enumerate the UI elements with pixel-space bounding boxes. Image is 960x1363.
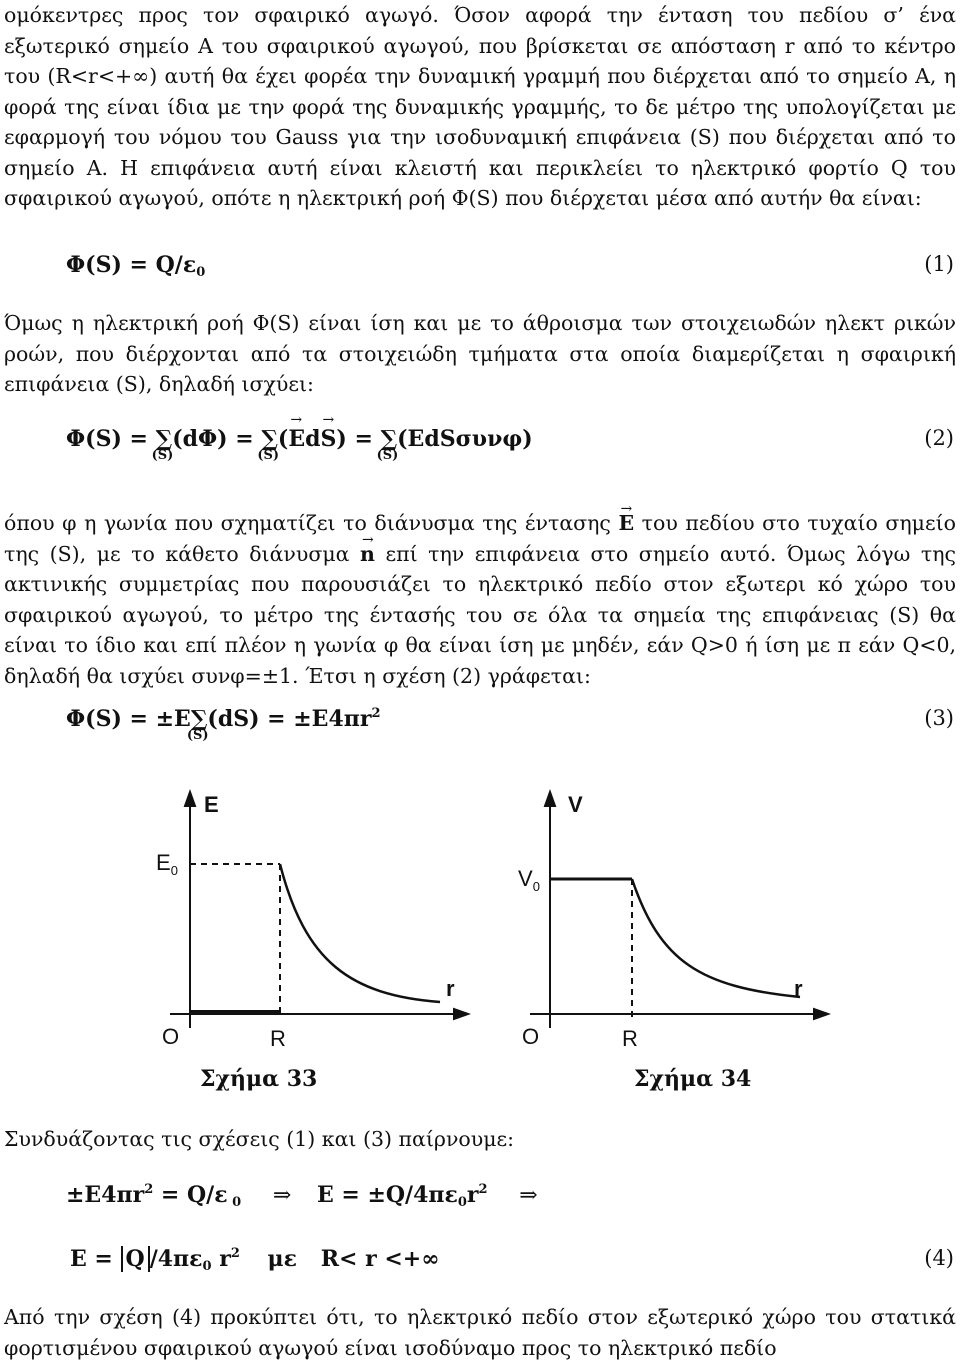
figure-34-radius-label: R [622,1026,638,1051]
paragraph-combine: Συνδυάζοντας τις σχέσεις (1) και (3) παίρνουμε: [4,1127,515,1151]
equation-4a-r-sup: 2 [478,1182,488,1197]
figure-34-level-label [518,866,540,894]
equation-4a-formula [66,1182,538,1210]
equation-3-lhs: Φ(S) = ±E [66,706,191,732]
equation-4a-rhs: = Q/ε [153,1182,228,1208]
figure-33-caption: Σχήμα 33 [200,1066,318,1092]
equation-4a-rhs-sub: 0 [227,1195,242,1210]
inline-vector-n: → n [360,539,375,570]
paragraph-symmetry-part-3: επί την επιφάνεια στο σημείο αυτό. Όμως λόγω της ακτινικής συμμετρίας που παρουσιάζει το ηλεκτρικό πεδίο στον εξωτερι κό χώρο του σφαιρικού αγωγού, το μέτρο της έντασής του σε όλα τα σημεία της επιφάνειας (S) θα είναι το ίδιο και επί πλέον η γωνία φ θα είναι ίση με μηδέν, εάν Q>0 ή ίση με π εάν Q<0, δηλαδή θα ισχύει συνφ=±1. Έτσι η σχέση (2) γράφεται: [4,541,957,688]
sum-symbol-3: ∑ (S) [376,426,399,463]
vector-E: → E [288,426,305,452]
implies-arrow-1: ⇒ [272,1183,292,1208]
paragraph-symmetry-part-1: όπου φ η γωνία που σχηματίζει το διάνυσμα της έντασης [4,511,619,535]
figure-33-origin-label: O [162,1024,180,1049]
equation-2-lhs: Φ(S) = [66,426,156,452]
equation-2-term-3: (EdSσυνφ) [397,426,533,452]
sum-symbol-4: ∑ (S) [186,706,209,743]
equation-2-number: (2) [924,426,954,450]
sum-symbol-1: ∑ (S) [151,426,174,463]
figure-33-level-label [156,850,178,878]
equation-4a-lhs: ±E4πr [66,1182,145,1208]
figure-34-origin-label: O [522,1024,540,1049]
figure-34-x-label: r [794,976,803,1001]
sum-limit-1: (S) [151,448,174,463]
paragraph-symmetry-part-2: του πεδίου στο τυχαίο σημείο της (S), με το κάθετο διάνυσμα [4,511,956,566]
paragraph-conclusion: Από την σχέση (4) προκύπτει ότι, το ηλεκτρικό πεδίο στον εξωτερικό χώρο του στατικά φορτισμένου σφαιρικού αγωγού είναι ισοδύναμο προς το ηλεκτρικό πεδίο [4,1305,956,1360]
equation-4-lhs: E = [70,1246,121,1272]
equation-1-formula [66,252,205,280]
abs-value-Q [121,1246,150,1272]
paragraph-flux-sum: Όμως η ηλεκτρική ροή Φ(S) είναι ίση και με το άθροισμα των στοιχειωδών ηλεκτ ρικών ροών, που διέρχονται από τα στοιχειώδη τμήματα στα οποία διαμερίζεται η σφαιρική επιφάνεια (S), δηλαδή ισχύει: [4,311,956,396]
figure-33-x-label: r [446,976,455,1001]
equation-2-d: d [305,426,321,452]
figure-33-level-sub: 0 [170,863,178,878]
figure-34-y-label: V [568,792,583,817]
equation-2 [0,426,960,466]
figure-33-y-label: E [204,792,219,817]
equation-4a-result: E = ±Q/4πε [316,1182,458,1208]
paragraph-symmetry [4,508,956,691]
equation-1-lhs: Φ(S) = Q/ε [66,252,197,278]
equation-3 [0,706,960,746]
equation-4-with: με [267,1246,298,1272]
sum-limit-3: (S) [376,448,399,463]
sum-limit-4: (S) [186,728,209,743]
equation-4-denominator-sub: 0 [202,1259,212,1274]
equation-2-paren-close: ) = [336,426,381,452]
equation-3-formula [66,706,381,743]
equation-3-sup: 2 [371,706,381,721]
equation-4a-lhs-sup: 2 [144,1182,154,1197]
equation-3-number: (3) [924,706,954,730]
figure-33-graph [140,782,480,1052]
figure-33-radius-label: R [270,1026,286,1051]
equation-1-sub: 0 [196,265,206,280]
figure-34-caption: Σχήμα 34 [634,1066,752,1092]
sum-limit-2: (S) [257,448,280,463]
equation-3-term: (dS) = ±E4πr [207,706,372,732]
equation-1 [0,252,960,292]
equation-4-formula [70,1246,440,1274]
equation-4-r-sup: 2 [230,1246,240,1261]
figure-34-level-sub: 0 [532,879,540,894]
abs-value-Q-text: Q [125,1246,145,1272]
equation-2-term-1: (dΦ) = [172,426,262,452]
vector-S: → S [321,426,337,452]
figure-34-level-letter: V [518,866,533,891]
equation-4-number: (4) [924,1246,954,1270]
equation-2-paren-open: ( [277,426,289,452]
inline-vector-E: → E [618,508,634,539]
implies-arrow-2: ⇒ [519,1183,538,1208]
equation-4-r: r [211,1246,231,1272]
equation-4a-result-sub: 0 [457,1195,467,1210]
equation-4-denominator: /4πε [149,1246,203,1272]
sum-symbol-2: ∑ (S) [257,426,280,463]
equation-2-formula [66,426,533,463]
figure-33-level-letter: E [156,850,171,875]
equation-4 [0,1246,960,1286]
figure-34-graph [500,782,840,1052]
equation-1-number: (1) [924,252,954,276]
equation-4-domain: R< r <+∞ [320,1246,440,1272]
equation-4a-r: r [466,1182,479,1208]
equation-4a [0,1182,960,1222]
paragraph-intro: ομόκεντρες προς τον σφαιρικό αγωγό. Όσον αφορά την ένταση του πεδίου σ’ ένα εξωτερικό σημείο Α του σφαιρικού αγωγού, που βρίσκεται σε απόσταση r από το κέντρο του (R<r<+∞) αυτή θα έχει φορέα την δυναμική γραμμή που διέρχεται από το σημείο Α, η φορά της είναι ίδια με την φορά της δυναμικής γραμμής, το δε μέτρο της υπολογίζεται με εφαρμογή του νόμου του Gauss για την ισοδυναμική επιφάνεια (S) που διέρχεται από το σημείο Α. Η επιφάνεια αυτή είναι κλειστή και περικλείει το ηλεκτρικό φορτίο Q του σφαιρικού αγωγού, οπότε η ηλεκτρική ροή Φ(S) που διέρχεται μέσα από αυτήν θα είναι: [4,3,956,210]
